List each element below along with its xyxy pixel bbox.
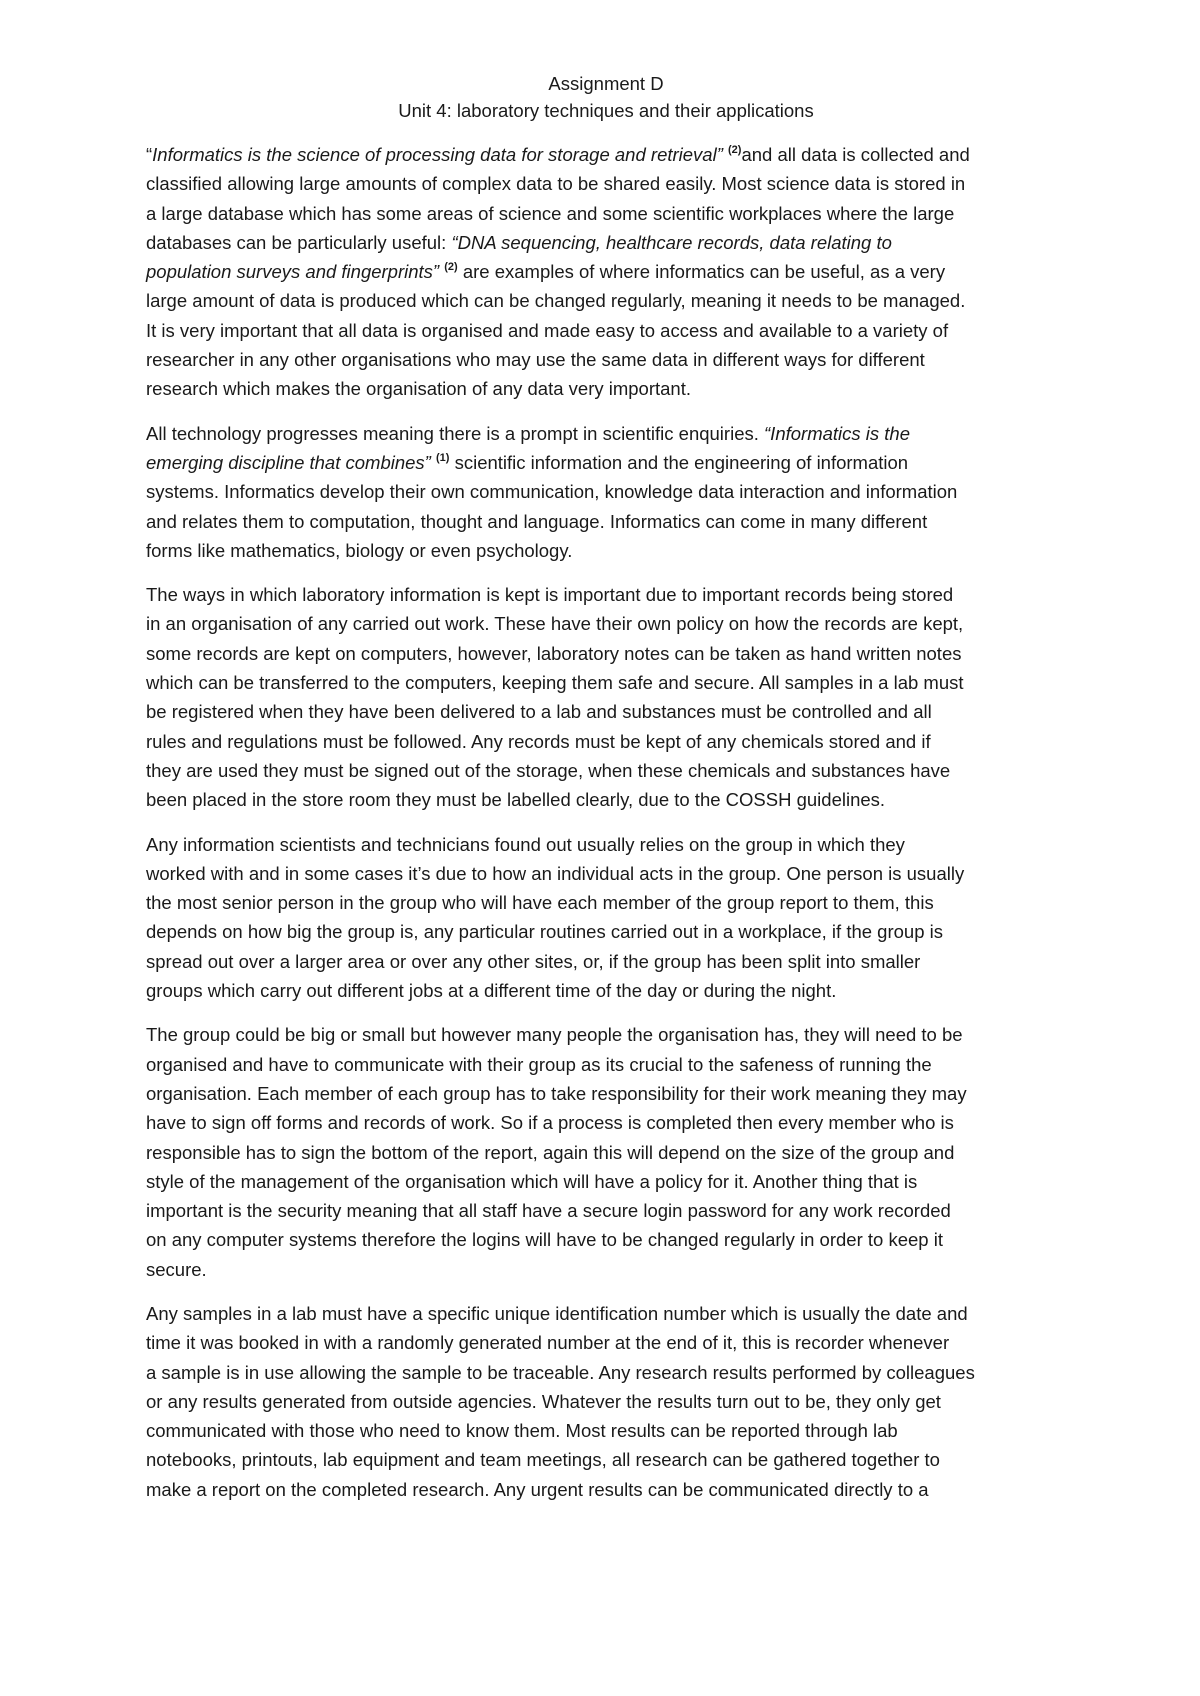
text-line	[146, 228, 1066, 257]
text-run: organisation. Each member of each group has to take responsibility for their work meaning they may	[146, 1082, 967, 1104]
text-line	[146, 1416, 1066, 1445]
text-line	[146, 507, 1066, 536]
text-run: some records are kept on computers, however, laboratory notes can be taken as hand written notes	[146, 642, 962, 664]
text-line	[146, 1167, 1066, 1196]
text-line	[146, 639, 1066, 668]
citation-reference: (2)	[444, 261, 458, 274]
text-line	[146, 1079, 1066, 1108]
text-line	[146, 140, 1066, 169]
text-line	[146, 1475, 1066, 1504]
text-line	[146, 609, 1066, 638]
text-line	[146, 727, 1066, 756]
text-line	[146, 785, 1066, 814]
text-line	[146, 1020, 1066, 1049]
quoted-text: emerging discipline that combines”	[146, 451, 436, 473]
text-line	[146, 374, 1066, 403]
text-run: spread out over a larger area or over any other sites, or, if the group has been split into smaller	[146, 950, 921, 972]
text-run: depends on how big the group is, any particular routines carried out in a workplace, if the group is	[146, 921, 943, 943]
text-line	[146, 668, 1066, 697]
text-run: a large database which has some areas of science and some scientific workplaces where the large	[146, 202, 955, 224]
document-header	[146, 70, 1066, 124]
text-run: databases can be particularly useful:	[146, 231, 452, 253]
paragraph-3	[146, 580, 1066, 814]
text-run: scientific information and the engineering of information	[449, 451, 909, 473]
text-run: in an organisation of any carried out work. These have their own policy on how the records are kept,	[146, 613, 964, 635]
text-line	[146, 580, 1066, 609]
text-run: It is very important that all data is organised and made easy to access and available to a variety of	[146, 319, 949, 341]
text-run: or any results generated from outside agencies. Whatever the results turn out to be, they only get	[146, 1390, 941, 1412]
text-run: Any information scientists and technicians found out usually relies on the group in which they	[146, 833, 905, 855]
text-line	[146, 1358, 1066, 1387]
text-line	[146, 286, 1066, 315]
text-line	[146, 1445, 1066, 1474]
quoted-text: Informatics is the science of processing data for storage and retrieval”	[152, 144, 729, 165]
text-run: time it was booked in with a randomly generated number at the end of it, this is recorder whenever	[146, 1332, 950, 1354]
paragraph-1	[146, 140, 1066, 404]
text-run: All technology progresses meaning there is a prompt in scientific enquiries.	[146, 422, 765, 444]
quoted-text: population surveys and fingerprints”	[146, 261, 445, 283]
text-line	[146, 316, 1066, 345]
text-run: groups which carry out different jobs at a different time of the day or during the night.	[146, 980, 837, 1002]
text-run: large amount of data is produced which can be changed regularly, meaning it needs to be managed.	[146, 290, 966, 312]
text-run: responsible has to sign the bottom of the report, again this will depend on the size of the group and	[146, 1141, 955, 1163]
quoted-text: “Informatics is the	[764, 422, 911, 444]
text-line	[146, 1328, 1066, 1357]
text-run: Any samples in a lab must have a specific unique identification number which is usually the date and	[146, 1302, 968, 1324]
paragraph-4	[146, 830, 1066, 1006]
text-run: secure.	[146, 1258, 207, 1280]
text-line	[146, 448, 1066, 477]
text-run: they are used they must be signed out of the storage, when these chemicals and substances have	[146, 759, 951, 781]
text-line	[146, 697, 1066, 726]
text-run: have to sign off forms and records of work. So if a process is completed then every member who is	[146, 1112, 954, 1134]
paragraph-5	[146, 1020, 1066, 1284]
text-line	[146, 1196, 1066, 1225]
text-run: which can be transferred to the computers, keeping them safe and secure. All samples in a lab must	[146, 672, 964, 694]
text-line	[146, 888, 1066, 917]
text-line	[146, 419, 1066, 448]
citation-reference: (1)	[435, 451, 450, 464]
text-line	[146, 1138, 1066, 1167]
text-run: researcher in any other organisations who may use the same data in different ways for different	[146, 349, 925, 371]
text-run: the most senior person in the group who will have each member of the group report to them, this	[146, 892, 934, 914]
text-line	[146, 1255, 1066, 1284]
text-run: forms like mathematics, biology or even psychology.	[146, 539, 573, 561]
text-line	[146, 1299, 1066, 1328]
text-line	[146, 947, 1066, 976]
text-line	[146, 1387, 1066, 1416]
paragraph-6	[146, 1299, 1066, 1504]
document-page	[146, 70, 1066, 1519]
text-line	[146, 1108, 1066, 1137]
quoted-text: “DNA sequencing, healthcare records, data relating to	[451, 231, 892, 253]
text-line	[146, 1050, 1066, 1079]
text-line	[146, 477, 1066, 506]
text-run: style of the management of the organisation which will have a policy for it. Another thing that is	[146, 1170, 918, 1192]
text-run: communicated with those who need to know them. Most results can be reported through lab	[146, 1420, 898, 1442]
text-run: been placed in the store room they must be labelled clearly, due to the COSSH guidelines.	[146, 789, 886, 811]
text-line	[146, 976, 1066, 1005]
text-line	[146, 830, 1066, 859]
text-run: notebooks, printouts, lab equipment and team meetings, all research can be gathered together to	[146, 1449, 940, 1471]
document-title: Assignment D	[548, 73, 664, 94]
text-run: classified allowing large amounts of complex data to be shared easily. Most science data is stored in	[146, 173, 966, 195]
text-line	[146, 917, 1066, 946]
text-run: are examples of where informatics can be useful, as a very	[457, 261, 946, 283]
text-line	[146, 859, 1066, 888]
text-run: and all data is collected and	[741, 144, 970, 165]
text-line	[146, 1225, 1066, 1254]
document-body	[146, 140, 1066, 1504]
text-run: research which makes the organisation of any data very important.	[146, 378, 692, 400]
text-line	[146, 756, 1066, 785]
document-subtitle: Unit 4: laboratory techniques and their applications	[398, 100, 814, 121]
text-line	[146, 169, 1066, 198]
text-run: “	[146, 144, 153, 165]
paragraph-2	[146, 419, 1066, 565]
text-line	[146, 345, 1066, 374]
text-run: rules and regulations must be followed. Any records must be kept of any chemicals stored and if	[146, 730, 931, 752]
text-run: a sample is in use allowing the sample to be traceable. Any research results performed by colleagues	[146, 1361, 975, 1383]
text-run: The group could be big or small but however many people the organisation has, they will need to be	[146, 1024, 963, 1046]
text-line	[146, 257, 1066, 286]
text-run: be registered when they have been delivered to a lab and substances must be controlled and all	[146, 701, 932, 723]
text-run: organised and have to communicate with their group as its crucial to the safeness of running the	[146, 1053, 932, 1075]
text-line	[146, 199, 1066, 228]
text-run: systems. Informatics develop their own communication, knowledge data interaction and information	[146, 481, 958, 503]
text-line	[146, 536, 1066, 565]
text-run: on any computer systems therefore the logins will have to be changed regularly in order to keep it	[146, 1229, 943, 1251]
citation-reference: (2)	[728, 144, 742, 156]
text-run: important is the security meaning that all staff have a secure login password for any work recorded	[146, 1200, 951, 1222]
text-run: and relates them to computation, thought and language. Informatics can come in many different	[146, 510, 928, 532]
text-run: The ways in which laboratory information is kept is important due to important records being stored	[146, 584, 954, 606]
text-run: worked with and in some cases it’s due to how an individual acts in the group. One person is usually	[146, 862, 965, 884]
text-run: make a report on the completed research. Any urgent results can be communicated directly to a	[146, 1478, 929, 1500]
